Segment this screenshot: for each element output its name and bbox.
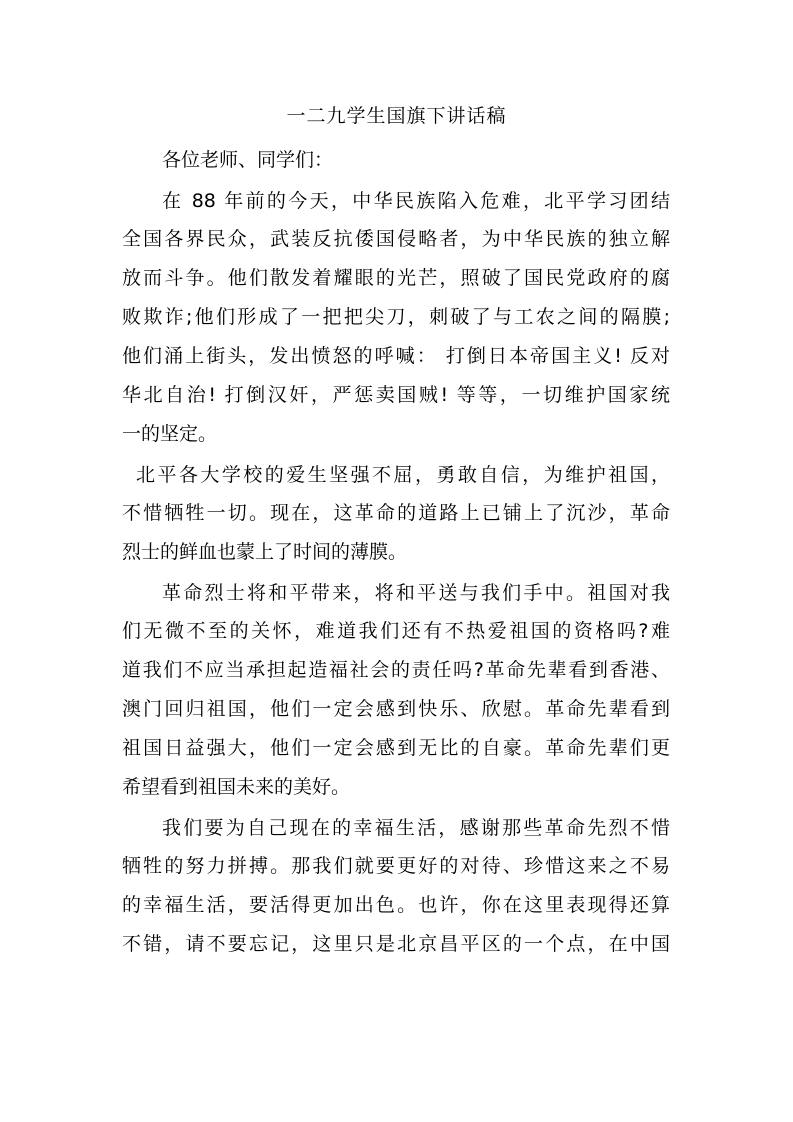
paragraph-1-line-6: 华北自治! 打倒汉奸，严惩卖国贼! 等等，一切维护国家统 [122,384,670,406]
paragraph-2-line-1: 北平各大学校的爱生坚强不屈，勇敢自信，为维护祖国， [136,464,670,486]
paragraph-1-line-2: 全国各界民众，武装反抗倭国侵略者，为中华民族的独立解 [122,228,670,250]
salutation: 各位老师、同学们： [162,149,334,171]
paragraph-3-line-4: 澳门回归祖国，他们一定会感到快乐、欣慰。革命先辈看到 [122,698,670,720]
paragraph-1-line-5: 他们涌上街头，发出愤怒的呼喊： 打倒日本帝国主义! 反对 [122,345,670,367]
paragraph-4-line-1: 我们要为自己现在的幸福生活，感谢那些革命先烈不惜 [162,817,670,839]
paragraph-1-line-3: 放而斗争。他们散发着耀眼的光芒，照破了国民党政府的腐 [122,267,670,289]
paragraph-2-line-3: 烈士的鲜血也蒙上了时间的薄膜。 [122,541,408,563]
paragraph-3-line-2: 们无微不至的关怀，难道我们还有不热爱祖国的资格吗?难 [122,620,670,642]
paragraph-3-line-6: 希望看到祖国未来的美好。 [122,776,351,798]
paragraph-1-line-7: 一的坚定。 [122,423,218,445]
paragraph-4-line-2: 牺牲的努力拼搏。那我们就要更好的对待、珍惜这来之不易 [122,855,670,877]
paragraph-1-line-4: 败欺诈;他们形成了一把把尖刀，刺破了与工农之间的隔膜; [122,306,670,328]
paragraph-4-line-3: 的幸福生活，要活得更加出色。也许，你在这里表现得还算 [122,894,670,916]
paragraph-3-line-3: 道我们不应当承担起造福社会的责任吗?革命先辈看到香港、 [122,659,670,681]
paragraph-4-line-4: 不错，请不要忘记，这里只是北京昌平区的一个点，在中国 [122,933,670,955]
paragraph-2-line-2: 不惜牺牲一切。现在，这革命的道路上已铺上了沉沙，革命 [122,502,670,524]
paragraph-3-line-1: 革命烈士将和平带来，将和平送与我们手中。祖国对我 [162,582,670,604]
paragraph-3-line-5: 祖国日益强大，他们一定会感到无比的自豪。革命先辈们更 [122,737,670,759]
paragraph-1-line-1: 在 88 年前的今天，中华民族陷入危难，北平学习团结 [162,190,670,212]
document-title: 一二九学生国旗下讲话稿 [286,105,507,127]
